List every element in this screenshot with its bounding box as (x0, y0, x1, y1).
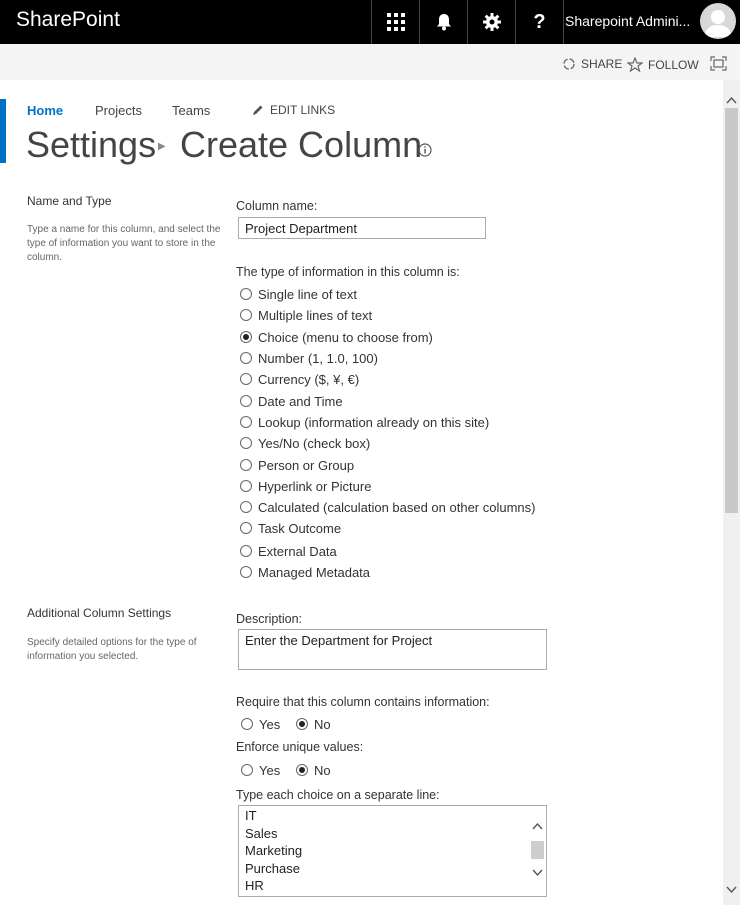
additional-settings-section-description: Specify detailed options for the type of information you selected. (27, 637, 197, 662)
column-type-option[interactable] (240, 329, 433, 345)
scroll-down-arrow-icon[interactable] (532, 869, 543, 877)
unique-no-radio[interactable] (296, 762, 331, 778)
column-type-option[interactable] (240, 520, 341, 536)
radio-circle[interactable] (240, 395, 252, 407)
suite-bar (0, 0, 740, 44)
share-icon (562, 57, 576, 71)
choices-scroll-thumb[interactable] (531, 841, 544, 859)
user-name: Sharepoint Admini... (565, 13, 691, 29)
page-scroll-up-icon[interactable] (726, 95, 737, 106)
bell-icon (436, 13, 452, 31)
follow-button[interactable] (627, 57, 699, 72)
page-scroll-thumb[interactable] (725, 108, 738, 513)
choice-line: Purchase (245, 860, 300, 876)
description-label: Description: (236, 612, 302, 626)
column-type-option-label: Choice (menu to choose from) (258, 329, 433, 345)
breadcrumb-settings[interactable]: Settings (26, 124, 157, 165)
app-launcher-icon (387, 13, 405, 31)
column-type-label: The type of information in this column is: (236, 265, 460, 279)
unique-no-label: No (314, 762, 331, 778)
radio-circle[interactable] (240, 416, 252, 428)
radio-circle[interactable] (240, 545, 252, 557)
focus-mode-icon (710, 56, 727, 71)
description-textarea[interactable]: Enter the Department for Project (238, 629, 547, 670)
unique-yes-radio[interactable] (241, 762, 280, 778)
action-bar (0, 44, 740, 80)
nav-home[interactable]: Home (27, 103, 64, 118)
nav-teams[interactable]: Teams (172, 103, 211, 118)
main-content (0, 80, 723, 905)
radio-circle[interactable] (240, 566, 252, 578)
help-button[interactable] (515, 0, 563, 44)
column-type-option[interactable] (240, 564, 370, 580)
column-type-option[interactable] (240, 371, 359, 387)
column-type-option-label: Hyperlink or Picture (258, 478, 372, 494)
column-type-option-label: Managed Metadata (258, 564, 371, 580)
radio-circle[interactable] (241, 764, 253, 776)
column-type-option[interactable] (240, 414, 489, 430)
help-icon: ? (533, 10, 546, 33)
radio-circle[interactable] (240, 352, 252, 364)
column-type-option-label: Lookup (information already on this site) (258, 414, 490, 430)
gear-icon (483, 13, 501, 31)
require-no-radio[interactable] (296, 716, 331, 732)
additional-settings-section-title: Additional Column Settings (27, 606, 172, 620)
require-no-label: No (314, 716, 331, 732)
nav-projects[interactable]: Projects (95, 103, 142, 118)
radio-circle[interactable] (240, 522, 252, 534)
column-type-option[interactable] (240, 499, 536, 515)
require-yes-label: Yes (259, 716, 281, 732)
choices-label: Type each choice on a separate line: (236, 788, 440, 802)
settings-button[interactable] (467, 0, 515, 44)
column-type-option[interactable] (240, 543, 337, 559)
choices-scrollbar[interactable] (529, 806, 546, 896)
column-type-option[interactable] (240, 393, 343, 409)
column-type-option[interactable] (240, 307, 372, 323)
choices-textarea[interactable] (238, 805, 547, 897)
share-label: SHARE (581, 57, 623, 71)
choice-line: Marketing (245, 843, 303, 858)
column-type-option[interactable] (240, 286, 357, 302)
radio-circle[interactable] (241, 718, 253, 730)
choice-line: HR (245, 878, 264, 893)
focus-content-button[interactable] (710, 56, 727, 71)
column-type-option[interactable] (240, 350, 378, 366)
app-launcher-button[interactable] (371, 0, 419, 44)
column-type-option-label: Multiple lines of text (258, 307, 373, 323)
radio-circle[interactable] (240, 288, 252, 300)
column-type-option-label: Number (1, 1.0, 100) (258, 350, 378, 366)
require-info-label: Require that this column contains information: (236, 695, 490, 709)
scroll-up-arrow-icon[interactable] (532, 822, 543, 830)
column-type-option[interactable] (240, 457, 354, 473)
column-type-option-label: External Data (258, 543, 337, 559)
choice-line: IT (245, 808, 257, 823)
brand-title[interactable]: SharePoint (16, 8, 120, 31)
radio-circle-selected[interactable] (296, 718, 308, 730)
pencil-icon (252, 104, 264, 116)
column-type-option-label: Yes/No (check box) (258, 435, 371, 451)
follow-label: FOLLOW (648, 57, 699, 72)
info-icon[interactable] (418, 143, 432, 157)
page-scroll-down-icon[interactable] (726, 884, 737, 895)
column-type-option[interactable] (240, 478, 371, 494)
radio-circle[interactable] (240, 373, 252, 385)
enforce-unique-label: Enforce unique values: (236, 740, 364, 754)
column-type-option-label: Task Outcome (258, 520, 342, 536)
column-name-input[interactable]: Project Department (238, 217, 486, 239)
name-type-section-description: Type a name for this column, and select the type of information you want to store in the column. (27, 224, 221, 263)
nav-accent-bar (0, 99, 6, 163)
column-type-option-label: Currency ($, ¥, €) (258, 371, 360, 387)
edit-links-label: EDIT LINKS (270, 103, 336, 117)
column-name-label: Column name: (236, 199, 318, 213)
column-type-option-label: Date and Time (258, 393, 343, 409)
name-type-section-title: Name and Type (27, 194, 112, 208)
radio-circle[interactable] (240, 480, 252, 492)
notifications-button[interactable] (419, 0, 467, 44)
radio-circle-selected[interactable] (240, 331, 252, 343)
column-type-option-label: Calculated (calculation based on other columns) (258, 499, 536, 515)
breadcrumb-separator-icon: ▶ (158, 141, 166, 152)
star-icon (627, 57, 643, 72)
choice-line: Sales (245, 825, 278, 841)
share-button[interactable] (562, 57, 622, 71)
page-title: Create Column (180, 124, 423, 165)
column-type-option[interactable] (240, 435, 370, 451)
radio-circle[interactable] (240, 501, 252, 513)
radio-circle[interactable] (240, 459, 252, 471)
avatar[interactable] (700, 3, 736, 39)
edit-links-button[interactable] (252, 103, 335, 117)
unique-yes-label: Yes (259, 762, 281, 778)
column-type-option-label: Single line of text (258, 286, 358, 302)
user-menu[interactable] (563, 0, 740, 44)
column-type-option-label: Person or Group (258, 457, 355, 473)
radio-circle[interactable] (240, 437, 252, 449)
radio-circle[interactable] (240, 309, 252, 321)
radio-circle-selected[interactable] (296, 764, 308, 776)
page-scrollbar[interactable] (723, 80, 740, 905)
require-yes-radio[interactable] (241, 716, 280, 732)
user-avatar-icon (700, 3, 736, 39)
